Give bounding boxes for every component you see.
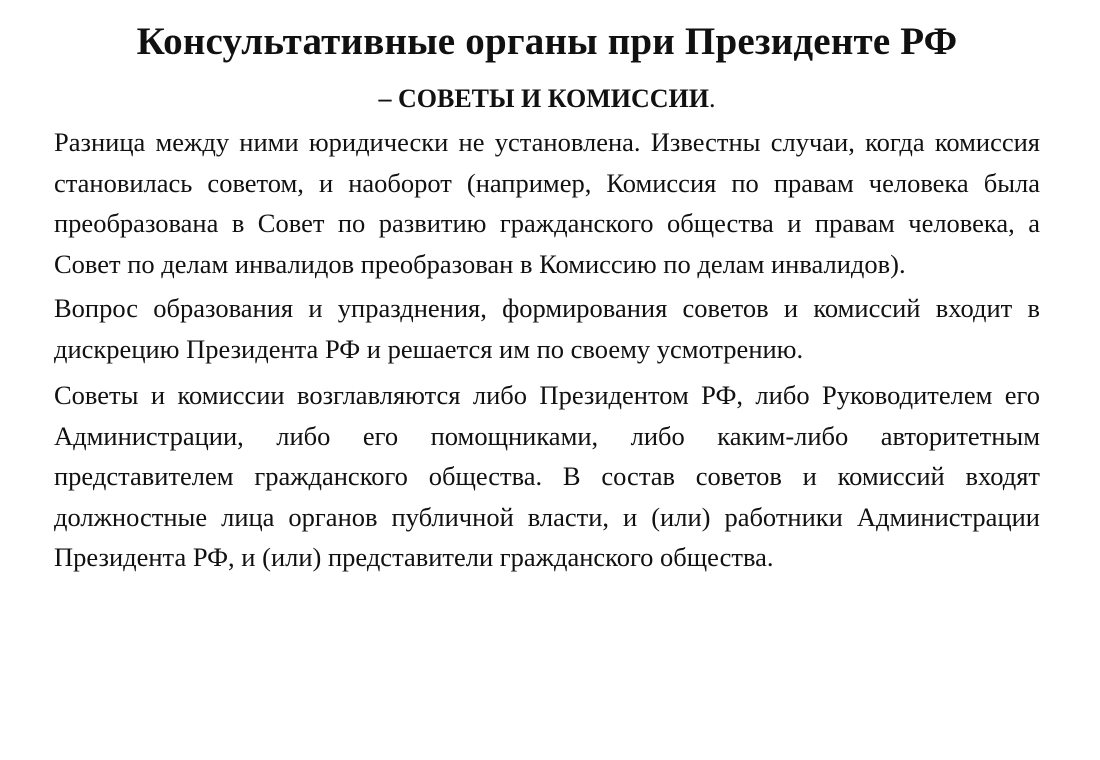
page-title: Консультативные органы при Президенте РФ bbox=[136, 20, 958, 63]
paragraph-2: Вопрос образования и упразднения, формирования советов и комиссий входит в дискрецию Президента РФ и решается им по своему усмотрению. bbox=[54, 293, 1040, 364]
paragraph-1: Разница между ними юридически не установлена. Известны случаи, когда комиссия становилась советом, и наоборот (например, Комиссия по правам человека была преобразована в Совет по развитию гражданского общества и правам человека, а Совет по делам инвалидов преобразован в Комиссию по делам инвалидов). bbox=[54, 127, 1040, 279]
slide-content bbox=[54, 0, 1040, 578]
page-subtitle bbox=[54, 82, 1040, 116]
subtitle-text: – СОВЕТЫ И КОМИССИИ bbox=[378, 84, 709, 113]
paragraph-3: Советы и комиссии возглавляются либо Президентом РФ, либо Руководителем его Администрации, либо его помощниками, либо каким-либо авторитетным представителем гражданского общества. В состав советов и комиссий входят должностные лица органов публичной власти, и (или) работники Администрации Президента РФ, и (или) представители гражданского общества. bbox=[54, 380, 1040, 572]
subtitle-period: . bbox=[708, 84, 716, 113]
